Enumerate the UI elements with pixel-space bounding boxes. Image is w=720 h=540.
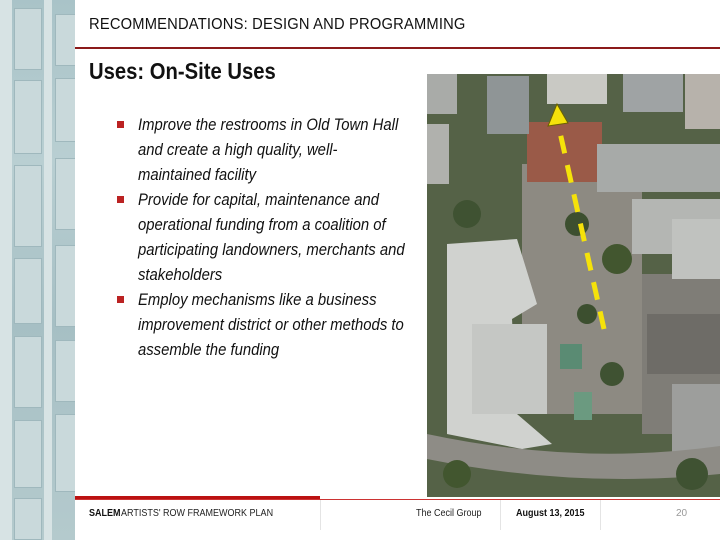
title-rule [75,47,720,49]
footer-brand: SALEM [89,508,121,519]
footer-date: August 13, 2015 [516,508,585,519]
footer-divider [500,500,501,530]
bullet-item [116,288,416,363]
bullet-list [116,113,416,363]
bullet-item [116,113,416,188]
page-number: 20 [676,508,688,519]
left-aerial-strip [0,0,75,540]
square-bullet-icon [117,196,124,203]
bullet-text: Improve the restrooms in Old Town Hall and create a high quality, well-maintained facility [138,116,399,184]
aerial-photo [427,74,720,497]
square-bullet-icon [117,121,124,128]
bullet-text: Provide for capital, maintenance and operational funding from a coalition of participating landowners, merchants and stakeholders [138,191,405,284]
footer-firm: The Cecil Group [416,508,482,519]
section-title: RECOMMENDATIONS: DESIGN AND PROGRAMMING [89,16,466,33]
footer-rule [75,499,720,500]
bullet-text: Employ mechanisms like a business improvement district or other methods to assemble the funding [138,291,404,359]
page-title: Uses: On-Site Uses [89,58,276,84]
footer-document-name: ARTISTS' ROW FRAMEWORK PLAN [121,508,274,519]
footer-divider [600,500,601,530]
aerial-photo-drawing [427,74,720,497]
bullet-item [116,188,416,288]
square-bullet-icon [117,296,124,303]
footer-divider [320,500,321,530]
